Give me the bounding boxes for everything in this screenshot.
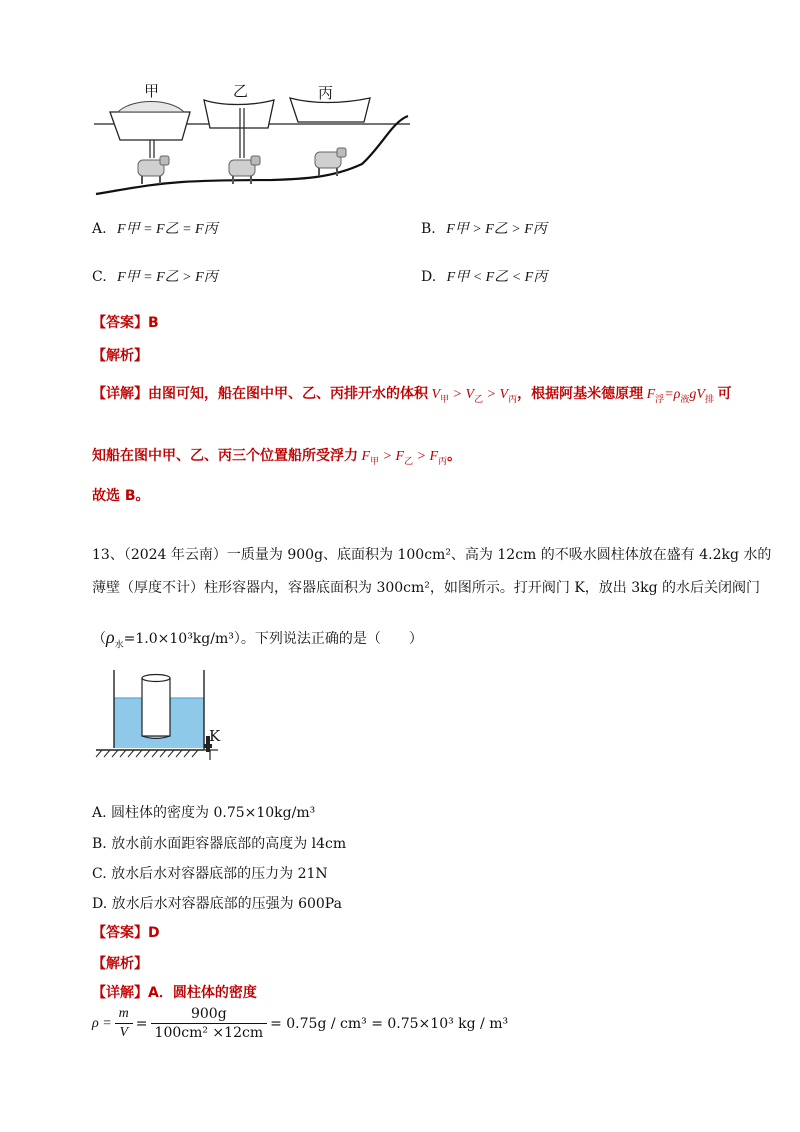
answer-value: D [148, 925, 160, 941]
q13-stem-line3 [92, 627, 423, 651]
detail-text-end: 。 [447, 448, 462, 464]
q13-analysis-label: 【解析】 [92, 956, 148, 972]
detail-label: 【详解】 [92, 386, 148, 402]
q13-option-a[interactable]: A. 圆柱体的密度为 0.75×10kg/m³ [92, 805, 316, 821]
answer-label: 【答案】 [92, 315, 148, 331]
answer-value: B [148, 315, 159, 331]
option-expression: F甲 = F乙 > F丙 [117, 270, 218, 285]
option-a[interactable] [92, 218, 218, 238]
boat-label-yi: 乙 [233, 82, 249, 100]
volume-relation: $V_甲 > V_乙 > V_丙$ [428, 387, 518, 404]
equation-result: = 0.75g / cm³ = 0.75×10³ kg / m³ [270, 1015, 509, 1032]
detail-text: 知船在图中甲、乙、丙三个位置船所受浮力 [92, 448, 358, 464]
open-paren: （ [92, 631, 106, 647]
container-figure [92, 664, 232, 766]
q12-detail-line2 [92, 445, 461, 467]
q12-detail-line1 [92, 383, 731, 405]
q12-conclusion: 故选 B。 [92, 488, 150, 504]
q12-analysis-label: 【解析】 [92, 348, 148, 364]
q13-stem-line1: 13、（2024 年云南）一质量为 900g、底面积为 100cm²、高为 12cm 的不吸水圆柱体放在盛有 4.2kg 水的 [92, 547, 772, 563]
detail-label: 【详解】 [92, 985, 148, 1001]
option-letter: B. [421, 221, 436, 237]
option-expression: F甲 < F乙 < F丙 [446, 270, 548, 285]
valve-label: K [209, 727, 221, 745]
q13-detail [92, 982, 257, 1002]
boats-figure [92, 76, 412, 200]
boat-label-jia: 甲 [144, 82, 160, 100]
fraction-numerator: 900g [151, 1006, 267, 1024]
q13-option-b[interactable]: B. 放水前水面距容器底部的高度为 l4cm [92, 836, 347, 852]
answer-label: 【答案】 [92, 925, 148, 941]
stem-text: =1.0×10³kg/m³）。下列说法正确的是（ ） [123, 631, 423, 647]
archimedes-formula: $F_浮=\rho_液gV_排$ [643, 387, 714, 404]
rho-water-symbol: $\rho_水$ [106, 627, 124, 650]
q13-option-d[interactable]: D. 放水后水对容器底部的压强为 600Pa [92, 896, 342, 912]
detail-text-end: 可 [717, 386, 732, 402]
q13-answer [92, 922, 160, 942]
detail-text-tail: ，根据阿基米德原理 [517, 386, 644, 402]
option-d[interactable] [421, 266, 547, 286]
boat-label-bing: 丙 [318, 84, 334, 102]
option-letter: C. [92, 269, 107, 285]
option-letter: D. [421, 269, 437, 285]
density-equation [92, 1006, 508, 1041]
option-letter: A. [92, 221, 107, 237]
numeric-fraction [151, 1006, 268, 1041]
q13-option-c[interactable]: C. 放水后水对容器底部的压力为 21N [92, 866, 328, 882]
ox-icon [138, 156, 169, 184]
option-c[interactable] [92, 266, 218, 286]
rho-symbol: ρ = [92, 1015, 112, 1031]
m-over-v: $\frac{m}{V}$ [115, 1006, 133, 1041]
force-relation: $F_甲 > F_乙 > F_丙$ [358, 449, 448, 466]
option-b[interactable] [421, 218, 547, 238]
option-expression: F甲 > F乙 > F丙 [446, 222, 547, 237]
q12-answer [92, 312, 159, 332]
detail-text: A．圆柱体的密度 [148, 985, 257, 1001]
fraction-denominator: 100cm² ×12cm [154, 1025, 264, 1041]
option-expression: F甲 = F乙 = F丙 [117, 222, 218, 237]
equals-sign: = [135, 1015, 148, 1032]
q13-stem-line2: 薄壁（厚度不计）柱形容器内，容器底面积为 300cm²，如图所示。打开阀门 K，放出 3kg 的水后关闭阀门 [92, 580, 761, 596]
detail-text: 由图可知，船在图中甲、乙、丙排开水的体积 [148, 386, 428, 402]
